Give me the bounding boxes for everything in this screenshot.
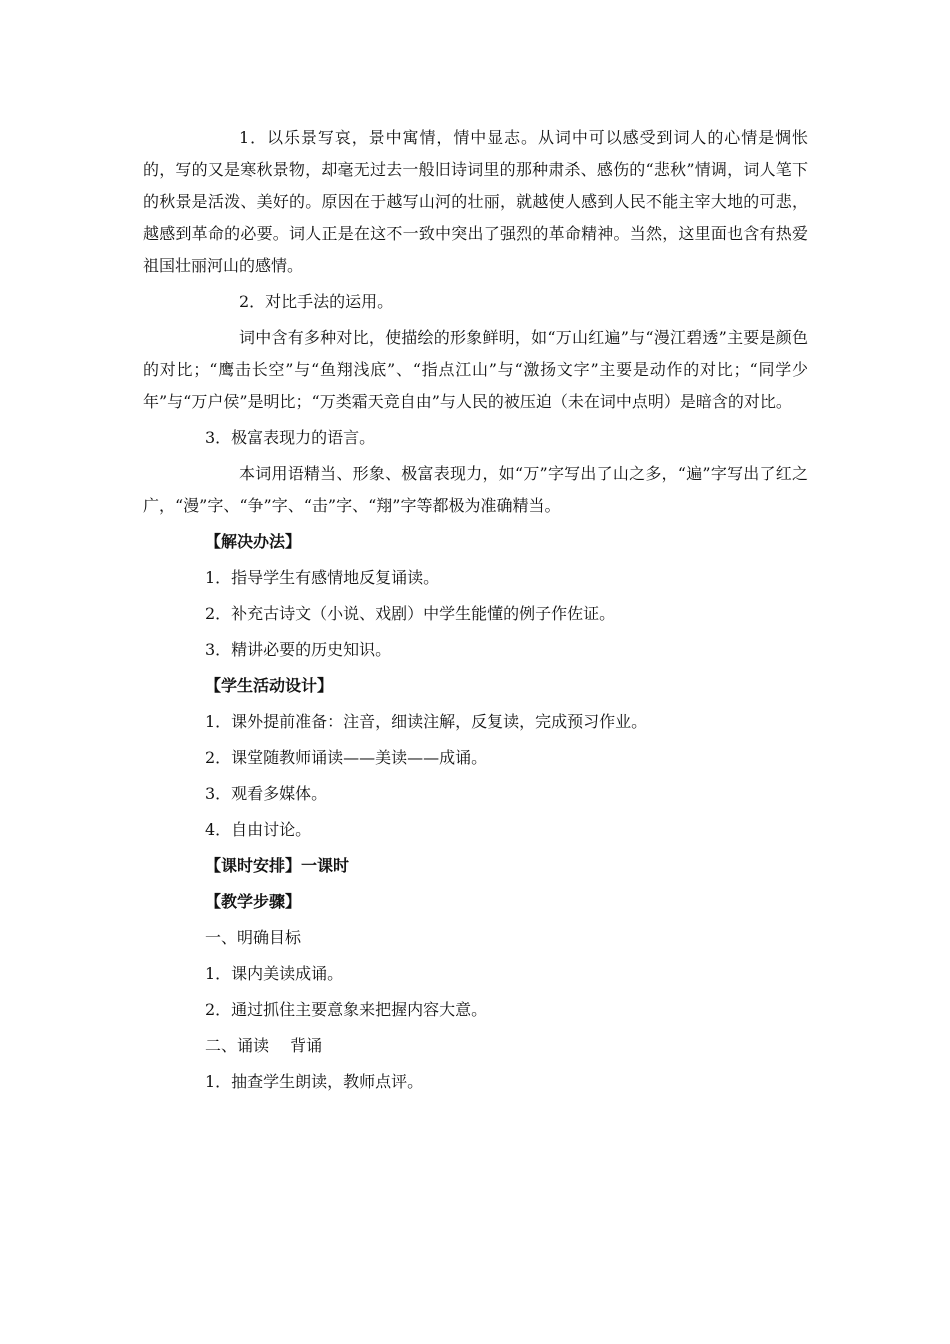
heading-teaching-steps: 【教学步骤】 (205, 892, 302, 911)
list-item: 2．课堂随教师诵读——美读——成诵。 (205, 748, 488, 767)
section-recite: 二、诵读 背诵 (205, 1036, 323, 1055)
heading-class-schedule: 【课时安排】一课时 (205, 856, 350, 875)
list-item: 2．通过抓住主要意象来把握内容大意。 (205, 1000, 488, 1019)
list-item: 3．观看多媒体。 (205, 784, 328, 803)
list-item: 1．课外提前准备：注音，细读注解，反复读，完成预习作业。 (205, 712, 648, 731)
section-clear-goals: 一、明确目标 (205, 928, 302, 947)
heading-solutions: 【解决办法】 (205, 532, 302, 551)
item-contrast-technique: 2．对比手法的运用。 (239, 292, 394, 311)
paragraph-contrast-scenery: 1．以乐景写哀，景中寓情，情中显志。从词中可以感受到词人的心情是惆怅的，写的又是寒秋景物，却毫无过去一般旧诗词里的那种肃杀、感伤的“悲秋”情调，词人笔下的秋景是活泼、美好的。原因在于越写山河的壮丽，就越使人感到人民不能主宰大地的可悲，越感到革命的必要。词人正是在这不一致中突出了强烈的革命精神。当然，这里面也含有热爱祖国壮丽河山的感情。 (143, 128, 808, 275)
list-item: 4．自由讨论。 (205, 820, 312, 839)
list-item: 2．补充古诗文（小说、戏剧）中学生能懂的例子作佐证。 (205, 604, 616, 623)
item-expressive-language: 3．极富表现力的语言。 (205, 428, 376, 447)
heading-student-activities: 【学生活动设计】 (205, 676, 334, 695)
list-item: 1．指导学生有感情地反复诵读。 (205, 568, 440, 587)
list-item: 1．课内美读成诵。 (205, 964, 344, 983)
list-item: 3．精讲必要的历史知识。 (205, 640, 392, 659)
paragraph-contrast-examples: 词中含有多种对比，使描绘的形象鲜明，如“万山红遍”与“漫江碧透”主要是颜色的对比；“鹰击长空”与“鱼翔浅底”、“指点江山”与“激扬文字”主要是动作的对比；“同学少年”与“万户侯”是明比；“万类霜天竞自由”与人民的被压迫（未在词中点明）是暗含的对比。 (143, 328, 808, 411)
list-item: 1．抽查学生朗读，教师点评。 (205, 1072, 424, 1091)
document-body (143, 122, 808, 1102)
paragraph-language-examples: 本词用语精当、形象、极富表现力，如“万”字写出了山之多，“遍”字写出了红之广，“漫”字、“争”字、“击”字、“翔”字等都极为准确精当。 (143, 464, 808, 515)
